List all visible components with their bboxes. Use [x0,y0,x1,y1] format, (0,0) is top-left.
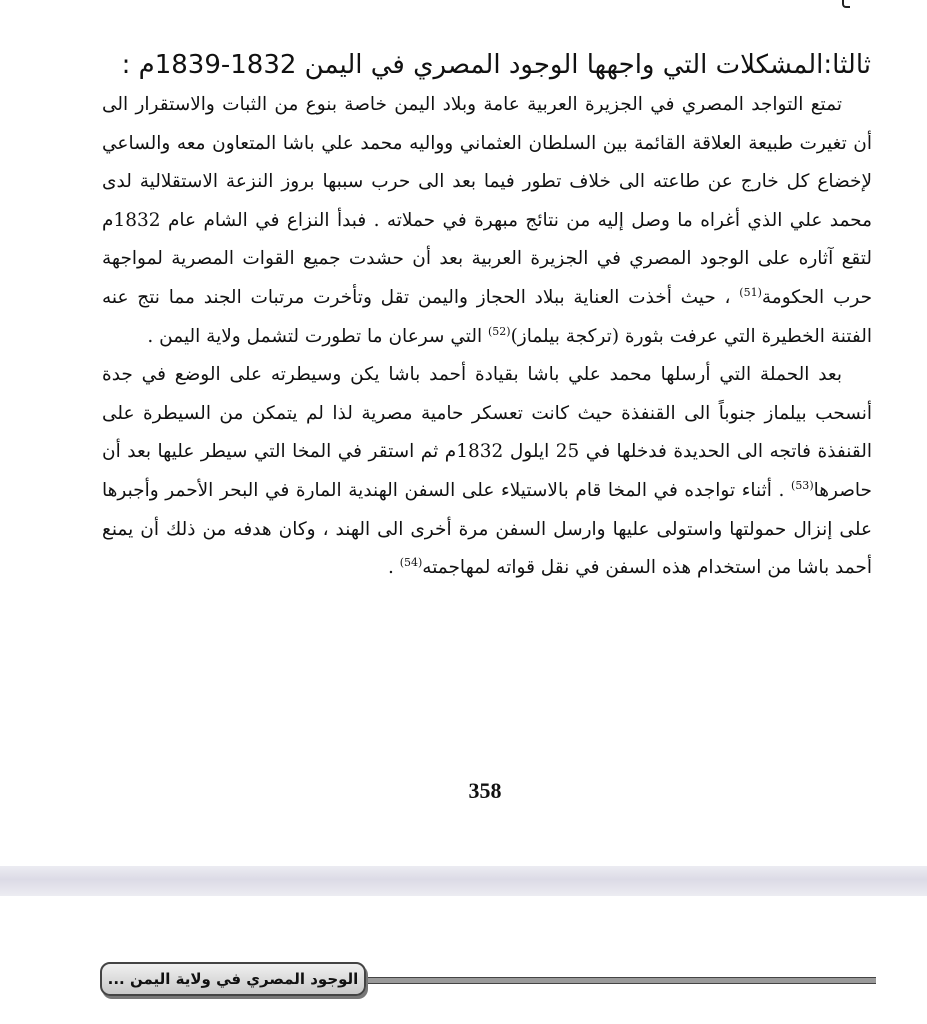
header-rule-line [360,977,876,984]
paragraph-2-text-c: . [387,557,400,579]
paragraph-1-text-a: تمتع التواجد المصري في الجزيرة العربية عامة وبلاد اليمن خاصة بنوع من الثبات والاستقرار الى أن تغيرت طبيعة العلاقة القائمة بين السلطان العثماني وواليه محمد علي باشا المتعاون معه والساعي لإخضاع كل خارج عن طاعته الى خلاف تطور فيما بعد الى حرب سببها بروز النزعة الاستقلالية لدى محمد علي الذي أغراه ما وصل إليه من نتائج مبهرة في حملاته . فبدأ النزاع في الشام عام 1832م لتقع آثاره على الوجود المصري في الجزيرة العربية بعد أن حشدت جميع القوات المصرية لمواجهة حرب الحكومة [102,94,873,308]
page-number: 358 [468,778,502,803]
paragraph-1 [102,86,872,356]
paragraph-1-text-c: التي سرعان ما تطورت لتشمل ولاية اليمن . [147,325,488,347]
paragraph-2-text-b: . أثناء تواجده في المخا قام بالاستيلاء على السفن الهندية المارة في البحر الأحمر وأجبرها على إنزال حمولتها واستولى عليها وارسل السفن مرة أخرى الى الهند ، وكان هدفه من ذلك أن يمنع أحمد باشا من استخدام هذه السفن في نقل قواته لمهاجمته [102,479,872,579]
running-header: الوجود المصري في ولاية اليمن ... [100,962,366,996]
footnote-ref-53: (53) [791,478,814,492]
body-text [102,86,872,588]
footnote-ref-54: (54) [399,555,423,569]
footnote-ref-52: (52) [487,324,511,338]
paragraph-2 [102,356,872,588]
page-separator [0,866,927,896]
footnote-ref-51: (51) [739,285,762,299]
top-edge-mark [842,0,850,8]
next-page [0,896,927,1024]
section-heading: ثالثا:المشكلات التي واجهها الوجود المصري في اليمن 1832-1839م : [121,50,871,80]
paragraph-2-text-a: بعد الحملة التي أرسلها محمد علي باشا بقيادة أحمد باشا يكن وسيطرته على الوضع في جدة أنسحب بيلماز جنوباً الى القنفذة حيث كانت تعسكر حامية مصرية لذا لم يتمكن من السيطرة على القنفذة فاتجه الى الحديدة فدخلها في 25 ايلول 1832م ثم استقر في المخا التي سيطر عليها بعد أن حاصرها [102,364,872,501]
paragraph-1-text-b: ، حيث أخذت العناية ببلاد الحجاز واليمن تقل وتأخرت مرتبات الجند مما نتج عنه الفتنة الخطيرة التي عرفت بثورة (تركجة بيلماز) [102,286,872,347]
